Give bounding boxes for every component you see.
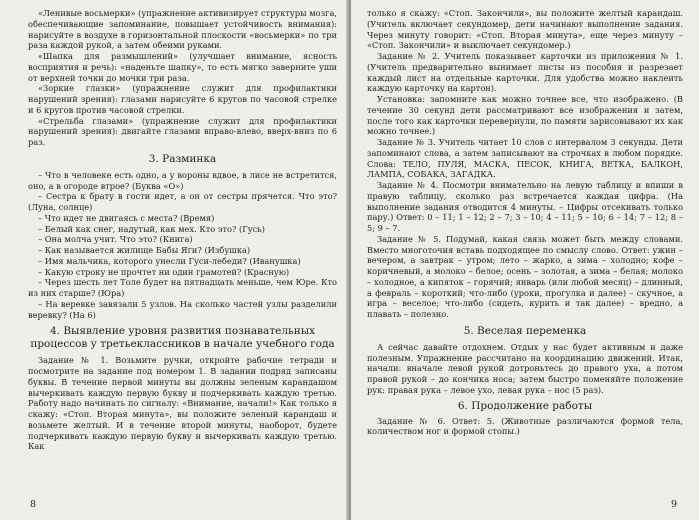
task-1-continued: только я скажу: «Стоп. Закончили», вы положите желтый карандаш. (Учитель включает секундомер, дети начинают выполнение задания. Через минуту говорит: «Стоп. Вторая минута», еще через минуту – «Стоп. Закончили» и выключает секундомер.) (367, 8, 683, 51)
task-3: Задание № 3. Учитель читает 10 слов с интервалом 3 секунды. Дети запоминают слова, а затем записывают на строчках в любом порядке. Слова: ТЕЛО, ПУЛЯ, МАСКА, ПЕСОК, КНИГА, ВЕТКА, БАЛКОН, ЛАМПА, СОБАКА, ЗАГАДКА. (367, 137, 683, 180)
riddle-item: – Что в человеке есть одно, а у вороны вдвое, в лисе не встретится, оно, а в огороде втрое? (Буква «О») (28, 169, 337, 191)
riddle-item: – Белый как снег, надутый, как мех. Кто это? (Гусь) (38, 223, 265, 234)
riddle-item: – Что идет не двигаясь с места? (Время) (38, 212, 215, 223)
riddle-item: – Через шесть лет Толе будет на пятнадцать меньше, чем Юре. Кто из них старше? (Юра) (28, 277, 337, 298)
heading-warmup: 3. Разминка (148, 152, 217, 165)
task-4: Задание № 4. Посмотри внимательно на левую таблицу и впиши в правую таблицу, сколько раз встречается каждая цифра. (На выполнение задания отводится 4 минуты. – Цифры отсекивать только пару.) Ответ: 0 – 11; 1 – 12; 2 – 7; 3 – 10; 4 – 11; 5 – 10; 6 – 14; 7 – 12; 8 – 5; 9 – 7. (367, 180, 683, 233)
task-1: Задание № 1. Возьмите ручки, откройте рабочие тетради и посмотрите на задание под номером 1. В задании подряд записаны буквы. В течение первой минуты вы должны зеленым карандашом вычеркивать каждую первую букву и подчеркивать каждую третью. Работу надо начинать по сигналу: «Внимание, начали!» Как только я скажу: «Стоп. Вторая минута», вы положите зеленый карандаш и возьмете желтый. И в течение второй минуты, наоборот, будете подчеркивать каждую первую букву и вычеркивать каждую третью. Как (28, 355, 337, 452)
riddle-item: – Как называется жилище Бабы Яги? (Избушка) (38, 245, 251, 255)
page-number-left: 8 (30, 499, 37, 510)
task-2: Задание № 2. Учитель показывает карточки из приложения № 1. (Учитель предварительно вынимает листы из пособия и разрезает каждый лист на отдельные карточки. Для удобства можно наклеить каждую карточку на картон). (367, 51, 683, 94)
task-2-setup: Установка: запомните как можно точнее все, что изображено. (В течение 30 секунд дети рассматривают все изображения и затем, после того как карточки перевернули, по памяти зарисовывают их как можно точнее.) (367, 94, 683, 137)
exercise-thinking-cap: «Шапка для размышлений» (улучшает внимание, ясность восприятия и речь): «наденьте шапку», то есть мягко заверните уши от верхней точки до мочки три раза. (28, 51, 337, 83)
exercise-lazy-eights: «Ленивые восьмерки» (упражнение активизирует структуры мозга, обеспечивающие запоминание, повышает устойчивость внимания): нарисуйте в воздухе в горизонтальной плоскости «восьмерки» по три раза каждой рукой, а затем обеими руками. (28, 8, 337, 51)
right-column (367, 8, 683, 437)
riddle-item: – Сестра к брату в гости идет, а он от сестры прячется. Что это? (Луна, солнце) (28, 191, 337, 212)
riddle-item: – Она молча учит. Что это? (Книга) (38, 234, 193, 245)
heading-cognitive-assessment: 4. Выявление уровня развития познавательных процессов у третьеклассников в начале учебного года (30, 325, 335, 351)
heading-continue-work: 6. Продолжение работы (457, 399, 593, 412)
page-left (0, 0, 349, 520)
exercise-sharp-eyes: «Зоркие глазки» (упражнение служит для профилактики нарушений зрения): глазами нарисуйте 6 кругов по часовой стрелке и 6 кругов против часовой стрелки. (28, 83, 337, 115)
break-instructions: А сейчас давайте отдохнем. Отдых у нас будет активным и даже полезным. Упражнение рассчитано на координацию движений. Итак, начали: вначале левой рукой дотроньтесь до правого уха, а потом правой рукой – до кончика носа; затем быстро поменяйте положение рук: правая рука – левое ухо, левая рука – нос (5 раз). (367, 341, 683, 395)
riddle-item: – Какую строку не прочтет ни один грамотей? (Красную) (38, 266, 290, 277)
riddle-item: – Имя мальчика, которого унесли Гуси-лебеди? (Иванушка) (38, 255, 301, 266)
page-number-right: 9 (670, 499, 677, 510)
exercise-eye-shooting: «Стрельба глазами» (упражнение служит для профилактики нарушений зрения): двигайте глазами вправо-влево, вверх-вниз по 6 раз. (28, 115, 337, 147)
heading-fun-break: 5. Веселая переменка (463, 324, 587, 337)
task-6: Задание № 6. Ответ: 5. (Животные различаются формой тела, количеством ног и формой стопы.) (367, 415, 683, 437)
riddle-item: – На веревке завязали 5 узлов. На сколько частей узлы разделили веревку? (На 6) (28, 298, 337, 320)
page-right (351, 0, 699, 520)
task-5: Задание № 5. Подумай, какая связь может быть между словами. Вместо многоточия вставь подходящее по смыслу слово. Ответ: ужин – вечером, а завтрак – утром; лето – жарко, а зима – холодно; кофе – коричневый, а молоко – белое; осень – золотая, а зима – белая; молоко – холодное, а кипяток – горячий; январь (или любой месяц) – длинный, а февраль – короткий; что-либо (уроки, прогулка и далее) – скучное, а игра – веселое; что-либо (сидеть, курить и так далее) – вредно, а плавать – полезно. (367, 233, 683, 319)
left-column (28, 8, 337, 452)
